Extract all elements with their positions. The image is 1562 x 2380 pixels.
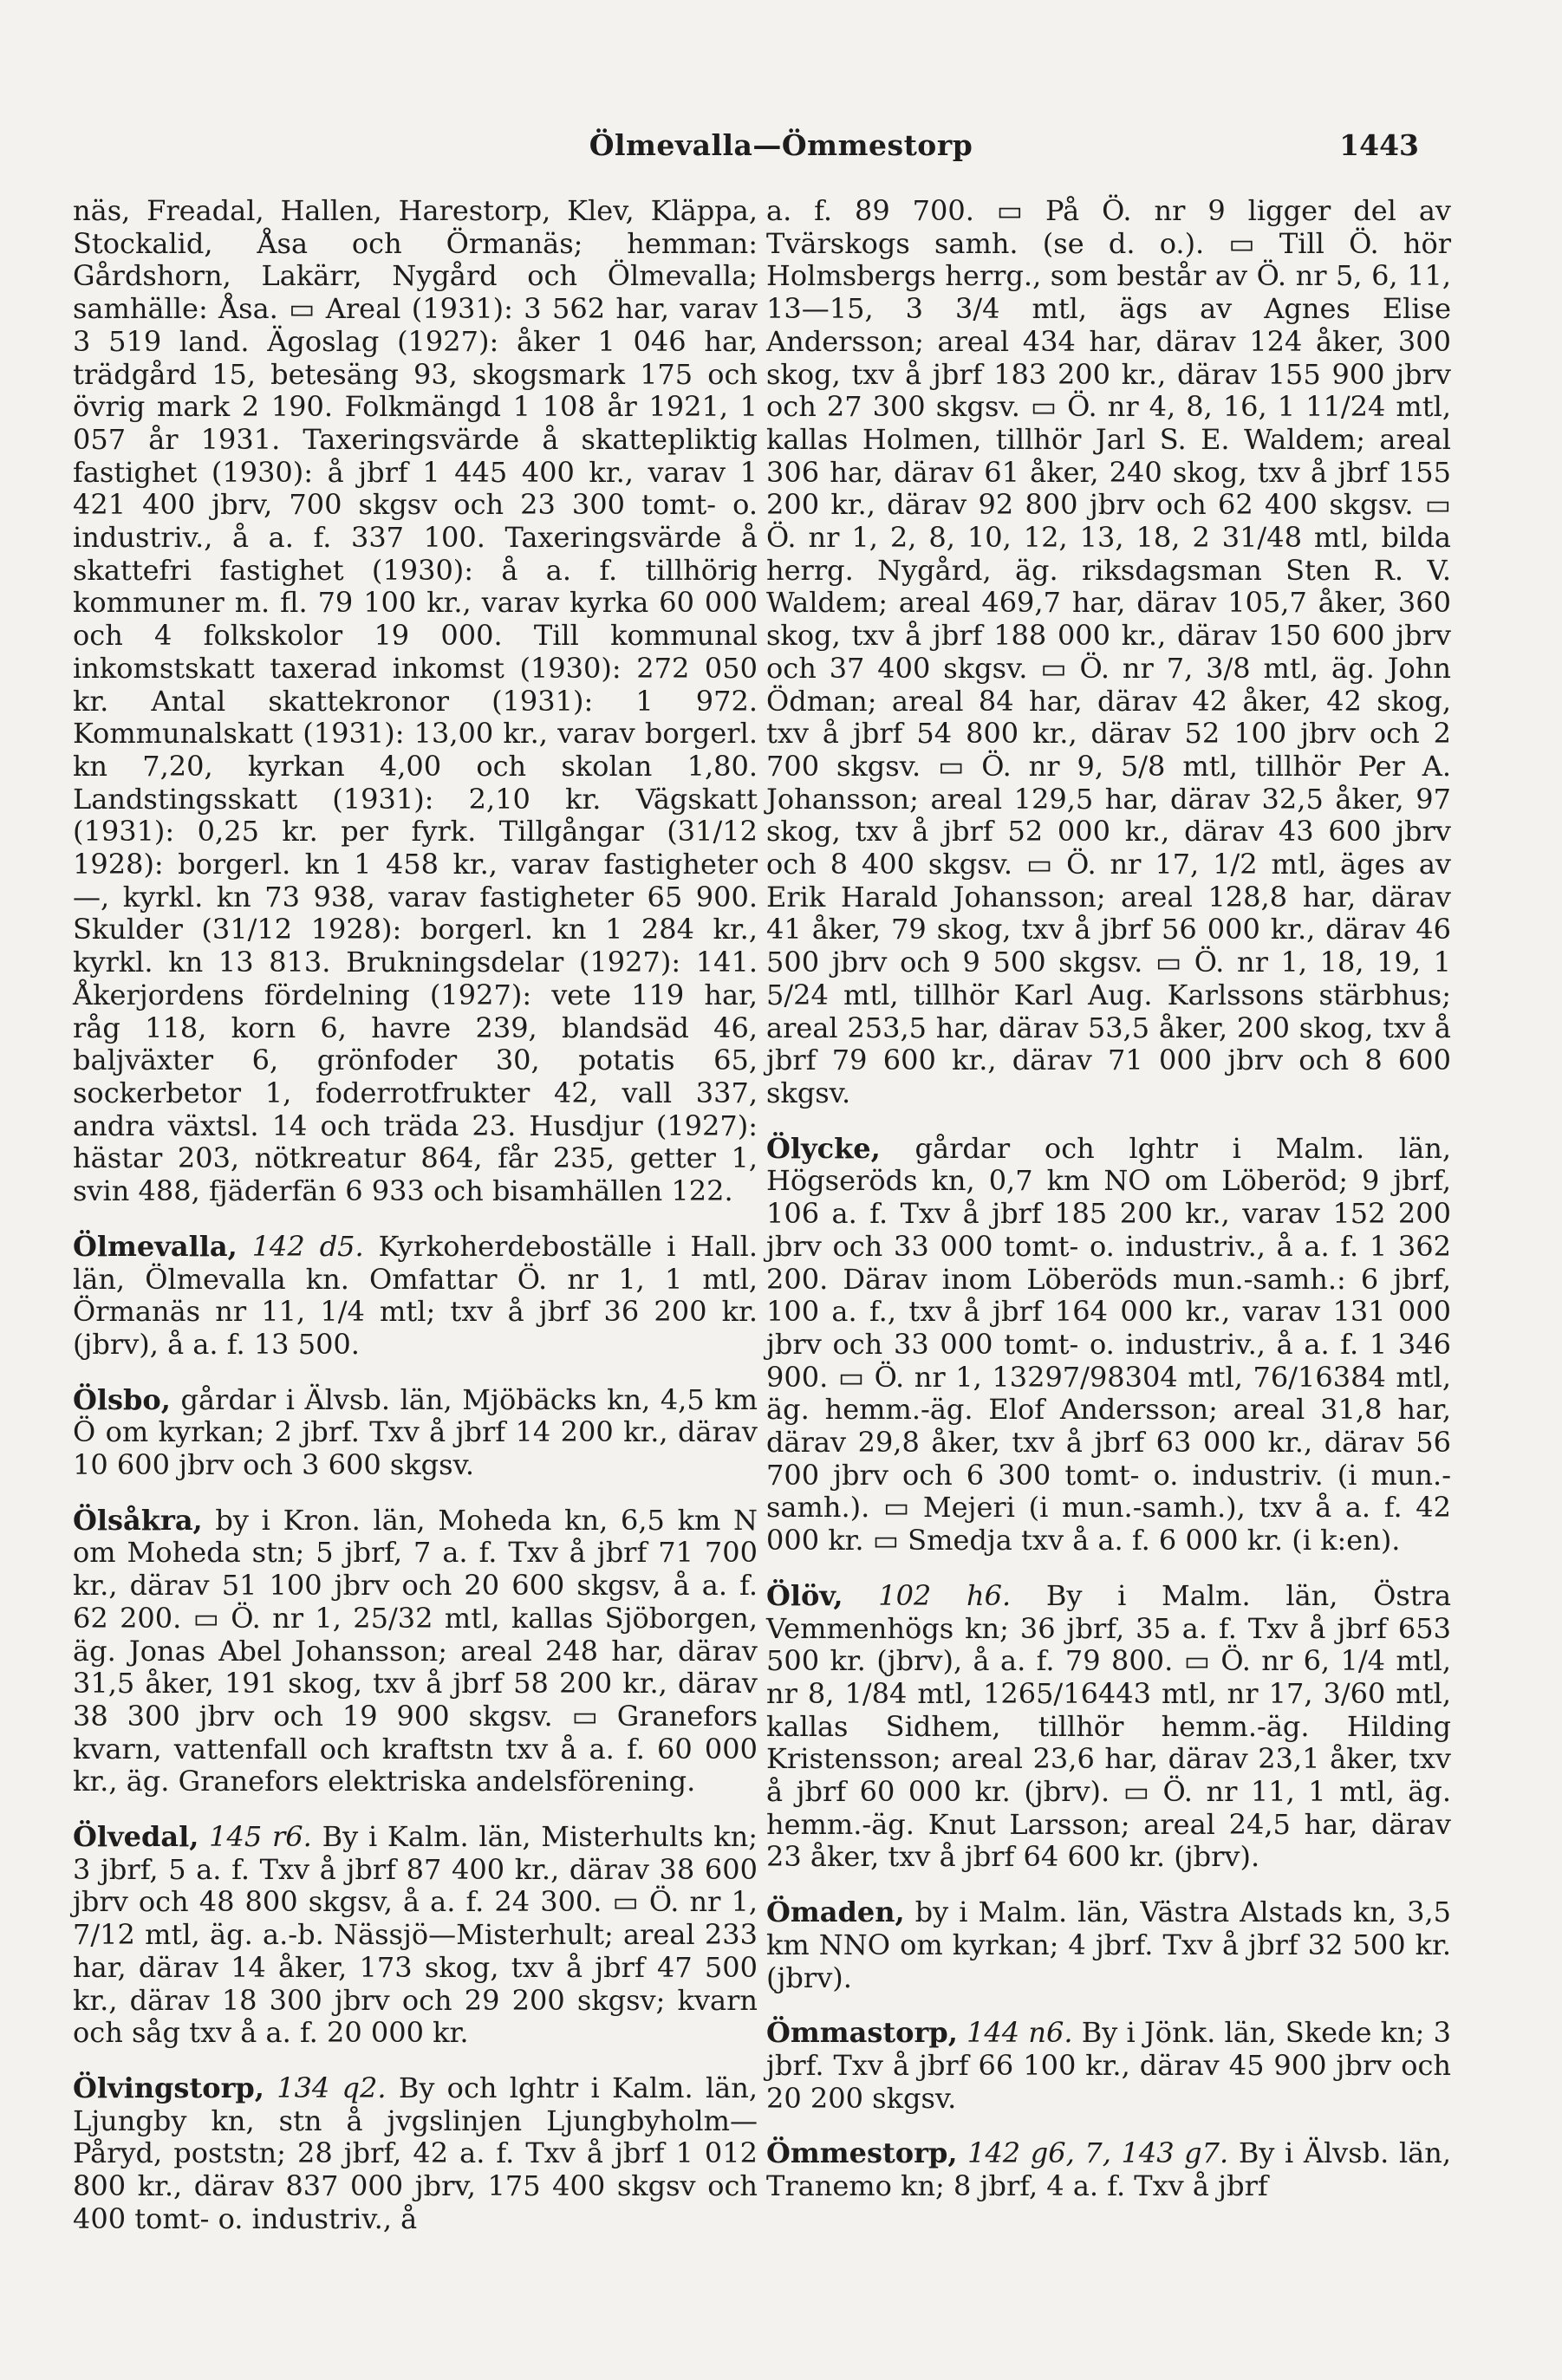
right-column <box>766 195 1451 2226</box>
entry-omaden <box>766 1896 1451 1994</box>
page-number: 1443 <box>1339 128 1419 162</box>
entry-head: Ölycke, <box>766 1131 881 1165</box>
entry-body: näs, Freadal, Hallen, Harestorp, Klev, Kläppa, Stockalid, Åsa och Örmanäs; hemman: Gårdshorn, Lakärr, Nygård och Ölmevalla; samhälle: Åsa. ▭ Areal (1931): 3 562 har, varav 3 519 land. Ägoslag (1927): åker 1 046 har, trädgård 15, betesäng 93, skogsmark 175 och övrig mark 2 190. Folkmängd 1 108 år 1921, 1 057 år 1931. Taxeringsvärde å skattepliktig fastighet (1930): å jbrf 1 445 400 kr., varav 1 421 400 jbrv, 700 skgsv och 23 300 tomt- o. industriv., å a. f. 337 100. Taxeringsvärde å skattefri fastighet (1930): å a. f. tillhörig kommuner m. fl. 79 100 kr., varav kyrka 60 000 och 4 folkskolor 19 000. Till kommunal inkomstskatt taxerad inkomst (1930): 272 050 kr. Antal skattekronor (1931): 1 972. Kommunalskatt (1931): 13,00 kr., varav borgerl. kn 7,20, kyrkan 4,00 och skolan 1,80. Landstingsskatt (1931): 2,10 kr. Vägskatt (1931): 0,25 kr. per fyrk. Tillgångar (31/12 1928): borgerl. kn 1 458 kr., varav fastigheter —, kyrkl. kn 73 938, varav fastigheter 65 900. Skulder (31/12 1928): borgerl. kn 1 284 kr., kyrkl. kn 13 813. Brukningsdelar (1927): 141. Åkerjordens fördelning (1927): vete 119 har, råg 118, korn 6, havre 239, blandsäd 46, baljväxter 6, grönfoder 30, potatis 65, sockerbetor 1, foderrotfrukter 42, vall 337, andra växtsl. 14 och träda 23. Husdjur (1927): hästar 203, nötkreatur 864, får 235, getter 1, svin 488, fjäderfän 6 933 och bisamhällen 122. <box>73 194 758 1208</box>
entry-body: by i Malm. län, Västra Alstads kn, 3,5 km NNO om kyrkan; 4 jbrf. Txv å jbrf 32 500 kr. (jbrv). <box>766 1896 1452 1994</box>
entry-head: Ömmestorp, <box>766 2136 958 2170</box>
entry-head: Ölvingstorp, <box>73 2071 264 2104</box>
entry-olmevalla <box>73 1231 758 1362</box>
entry-head: Ölsåkra, <box>73 1503 203 1537</box>
entry-ommastorp <box>766 2017 1451 2115</box>
map-ref: 134 q2. <box>277 2071 387 2104</box>
entry-body: By i Älvsb. län, Tranemo kn; 8 jbrf, 4 a. f. Txv å jbrf <box>766 2136 1452 2203</box>
entry-olov <box>766 1580 1451 1874</box>
entry-body: By i Malm. län, Östra Vemmenhögs kn; 36 jbrf, 35 a. f. Txv å jbrf 653 500 kr. (jbrv), å a. f. 79 800. ▭ Ö. nr 6, 1/4 mtl, nr 8, 1/84 mtl, 1265/16443 mtl, nr 17, 3/60 mtl, kallas Sidhem, tillhör hemm.-äg. Hilding Kristensson; areal 23,6 har, därav 23,1 åker, txv å jbrf 60 000 kr. (jbrv). ▭ Ö. nr 11, 1 mtl, äg. hemm.-äg. Knut Larsson; areal 24,5 har, därav 23 åker, txv å jbrf 64 600 kr. (jbrv). <box>766 1578 1452 1874</box>
entry-body: gårdar och lghtr i Malm. län, Högseröds kn, 0,7 km NO om Löberöd; 9 jbrf, 106 a. f. Txv å jbrf 185 200 kr., varav 152 200 jbrv och 33 000 tomt- o. industriv., å a. f. 1 362 200. Därav inom Löberöds mun.-samh.: 6 jbrf, 100 a. f., txv å jbrf 164 000 kr., varav 131 000 jbrv och 33 000 tomt- o. industriv., å a. f. 1 346 900. ▭ Ö. nr 1, 13297/98304 mtl, 76/16384 mtl, äg. hemm.-äg. Elof Andersson; areal 31,8 har, därav 29,8 åker, txv å jbrf 63 000 kr., därav 56 700 jbrv och 6 300 tomt- o. industriv. (i mun.-samh.). ▭ Mejeri (i mun.-samh.), txv å a. f. 42 000 kr. ▭ Smedja txv å a. f. 6 000 kr. (i k:en). <box>766 1131 1452 1557</box>
running-header <box>0 128 1562 180</box>
map-ref: 102 h6. <box>878 1578 1012 1612</box>
running-title: Ölmevalla—Ömmestorp <box>589 128 973 162</box>
entry-olvingstorp <box>73 2072 758 2236</box>
entry-olmevalla-kommun <box>73 195 758 1208</box>
entry-olycke <box>766 1133 1451 1557</box>
map-ref: 144 n6. <box>966 2016 1073 2050</box>
left-column <box>73 195 758 2258</box>
entry-olsakra <box>73 1505 758 1798</box>
entry-olsbo <box>73 1384 758 1482</box>
entry-ommestorp <box>766 2137 1451 2202</box>
entry-body: gårdar i Älvsb. län, Mjöbäcks kn, 4,5 km Ö om kyrkan; 2 jbrf. Txv å jbrf 14 200 kr., därav 10 600 jbrv och 3 600 skgsv. <box>73 1382 758 1482</box>
entry-head: Ölvedal, <box>73 1820 199 1854</box>
entry-head: Ömmastorp, <box>766 2016 958 2050</box>
entry-head: Ölmevalla, <box>73 1229 238 1263</box>
entry-olvingstorp-cont <box>766 195 1451 1110</box>
entry-body: a. f. 89 700. ▭ På Ö. nr 9 ligger del av Tvärskogs samh. (se d. o.). ▭ Till Ö. hör Holmsbergs herrg., som består av Ö. nr 5, 6, 11, 13—15, 3 3/4 mtl, ägs av Agnes Elise Andersson; areal 434 har, därav 124 åker, 300 skog, txv å jbrf 183 200 kr., därav 155 900 jbrv och 27 300 skgsv. ▭ Ö. nr 4, 8, 16, 1 11/24 mtl, kallas Holmen, tillhör Jarl S. E. Waldem; areal 306 har, därav 61 åker, 240 skog, txv å jbrf 155 200 kr., därav 92 800 jbrv och 62 400 skgsv. ▭ Ö. nr 1, 2, 8, 10, 12, 13, 18, 2 31/48 mtl, bilda herrg. Nygård, äg. riksdagsman Sten R. V. Waldem; areal 469,7 har, därav 105,7 åker, 360 skog, txv å jbrf 188 000 kr., därav 150 600 jbrv och 37 400 skgsv. ▭ Ö. nr 7, 3/8 mtl, äg. John Ödman; areal 84 har, därav 42 åker, 42 skog, txv å jbrf 54 800 kr., därav 52 100 jbrv och 2 700 skgsv. ▭ Ö. nr 9, 5/8 mtl, tillhör Per A. Johansson; areal 129,5 har, därav 32,5 åker, 97 skog, txv å jbrf 52 000 kr., därav 43 600 jbrv och 8 400 skgsv. ▭ Ö. nr 17, 1/2 mtl, äges av Erik Harald Johansson; areal 128,8 har, därav 41 åker, 79 skog, txv å jbrf 56 000 kr., därav 46 500 jbrv och 9 500 skgsv. ▭ Ö. nr 1, 18, 19, 1 5/24 mtl, tillhör Karl Aug. Karlssons stärbhus; areal 253,5 har, därav 53,5 åker, 200 skog, txv å jbrf 79 600 kr., därav 71 000 jbrv och 8 600 skgsv. <box>766 194 1451 1109</box>
entry-body: Kyrkoherdeboställe i Hall. län, Ölmevalla kn. Omfattar Ö. nr 1, 1 mtl, Örmanäs nr 11, 1/4 mtl; txv å jbrf 36 200 kr. (jbrv), å a. f. 13 500. <box>73 1229 758 1361</box>
entry-body: By i Kalm. län, Misterhults kn; 3 jbrf, 5 a. f. Txv å jbrf 87 400 kr., därav 38 600 jbrv och 48 800 skgsv, å a. f. 24 300. ▭ Ö. nr 1, 7/12 mtl, äg. a.-b. Nässjö—Misterhult; areal 233 har, därav 14 åker, 173 skog, txv å jbrf 47 500 kr., därav 18 300 jbrv och 29 200 skgsv; kvarn och såg txv å a. f. 20 000 kr. <box>73 1820 758 2050</box>
entry-body: by i Kron. län, Moheda kn, 6,5 km N om Moheda stn; 5 jbrf, 7 a. f. Txv å jbrf 71 700 kr., därav 51 100 jbrv och 20 600 skgsv, å a. f. 62 200. ▭ Ö. nr 1, 25/32 mtl, kallas Sjöborgen, äg. Jonas Abel Johansson; areal 248 har, därav 31,5 åker, 191 skog, txv å jbrf 58 200 kr., därav 38 300 jbrv och 19 900 skgsv. ▭ Granefors kvarn, vattenfall och kraftstn txv å a. f. 60 000 kr., äg. Granefors elektriska andelsförening. <box>73 1503 758 1798</box>
entry-head: Ölsbo, <box>73 1382 171 1416</box>
map-ref: 145 r6. <box>209 1820 312 1854</box>
entry-body: By i Jönk. län, Skede kn; 3 jbrf. Txv å jbrf 66 100 kr., därav 45 900 jbrv och 20 200 skgsv. <box>766 2016 1452 2115</box>
entry-head: Ömaden, <box>766 1896 905 1929</box>
map-ref: 142 g6, 7, 143 g7. <box>967 2136 1229 2170</box>
entry-olvedal <box>73 1821 758 2050</box>
map-ref: 142 d5. <box>251 1229 364 1263</box>
entry-head: Ölöv, <box>766 1578 843 1612</box>
entry-body: By och lghtr i Kalm. län, Ljungby kn, stn å jvgslinjen Ljungbyholm—Påryd, poststn; 28 jbrf, 42 a. f. Txv å jbrf 1 012 800 kr., därav 837 000 jbrv, 175 400 skgsv och 400 tomt- o. industriv., å <box>73 2071 758 2235</box>
